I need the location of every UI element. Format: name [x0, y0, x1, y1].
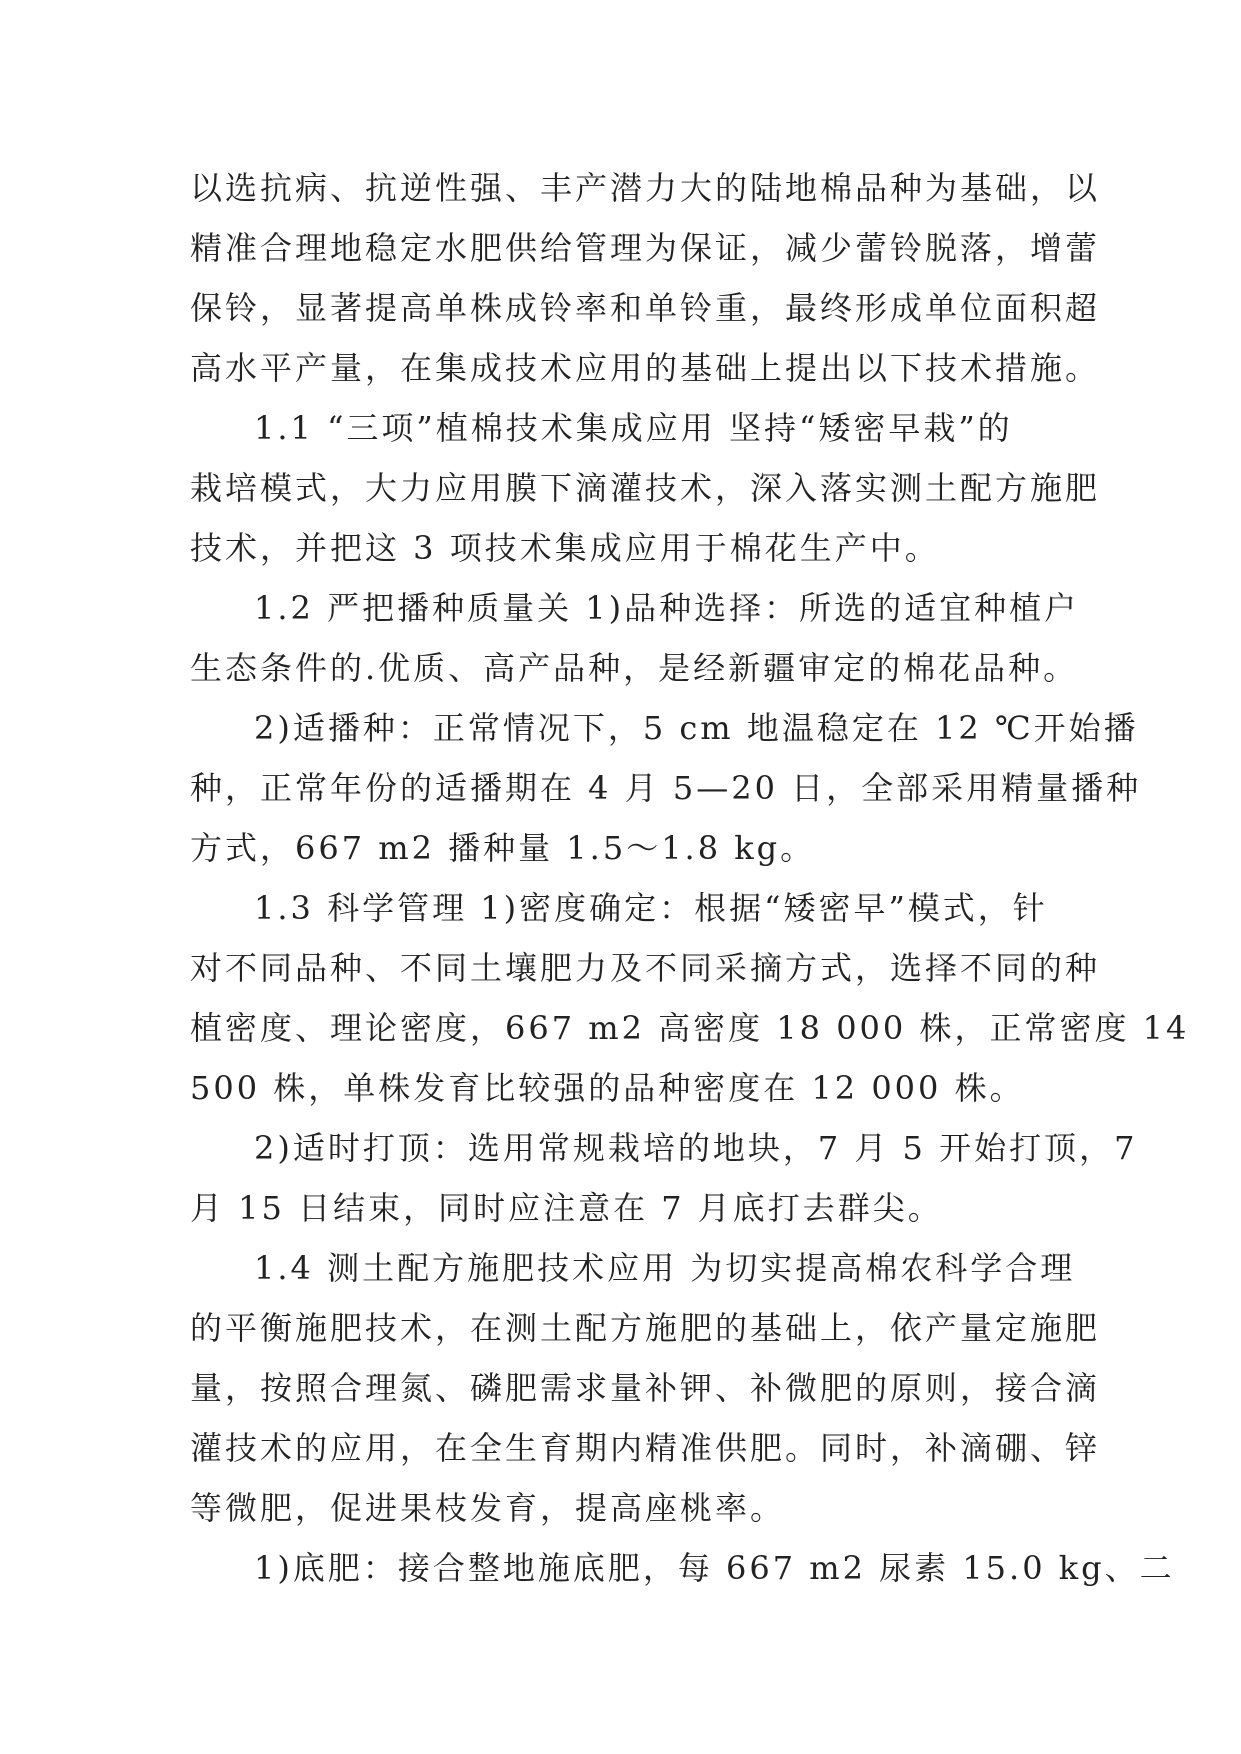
- text-line: 灌技术的应用，在全生育期内精准供肥。同时，补滴硼、锌: [190, 1429, 1101, 1467]
- text-line: 栽培模式，大力应用膜下滴灌技术，深入落实测土配方施肥: [190, 469, 1101, 507]
- text-line: 量，按照合理氮、磷肥需求量补钾、补微肥的原则，接合滴: [190, 1369, 1101, 1407]
- text-line: 等微肥，促进果枝发育，提高座桃率。: [190, 1489, 786, 1527]
- text-line: 以选抗病、抗逆性强、丰产潜力大的陆地棉品种为基础，以: [190, 169, 1101, 207]
- text-line: 植密度、理论密度，667 m2 高密度 18 000 株，正常密度 14: [190, 1009, 1190, 1047]
- section-heading-line: 1.1 “三项”植棉技术集成应用 坚持“矮密早栽”的: [254, 409, 1013, 447]
- text-line: 技术，并把这 3 项技术集成应用于棉花生产中。: [190, 529, 940, 567]
- section-heading-line: 1.3 科学管理 1)密度确定：根据“矮密早”模式，针: [254, 889, 1048, 927]
- paragraph-start-line: 2)适播种：正常情况下，5 cm 地温稳定在 12 ℃开始播: [254, 709, 1139, 747]
- section-heading-line: 1.2 严把播种质量关 1)品种选择：所选的适宜种植户: [254, 589, 1080, 627]
- text-line: 保铃，显著提高单株成铃率和单铃重，最终形成单位面积超: [190, 289, 1101, 327]
- text-line: 精准合理地稳定水肥供给管理为保证，减少蕾铃脱落，增蕾: [190, 229, 1101, 267]
- text-line: 月 15 日结束，同时应注意在 7 月底打去群尖。: [190, 1189, 943, 1227]
- section-heading-line: 1.4 测土配方施肥技术应用 为切实提高棉农科学合理: [254, 1249, 1076, 1287]
- text-line: 500 株，单株发育比较强的品种密度在 12 000 株。: [190, 1069, 1025, 1107]
- text-line: 高水平产量，在集成技术应用的基础上提出以下技术措施。: [190, 349, 1101, 387]
- text-line: 生态条件的.优质、高产品种，是经新疆审定的棉花品种。: [190, 649, 1079, 687]
- paragraph-start-line: 2)适时打顶：选用常规栽培的地块，7 月 5 开始打顶，7: [254, 1129, 1138, 1167]
- text-line: 对不同品种、不同土壤肥力及不同采摘方式，选择不同的种: [190, 949, 1101, 987]
- paragraph-start-line: 1)底肥：接合整地施底肥，每 667 m2 尿素 15.0 kg、二: [254, 1549, 1175, 1587]
- text-line: 的平衡施肥技术，在测土配方施肥的基础上，依产量定施肥: [190, 1309, 1101, 1347]
- text-line: 种，正常年份的适播期在 4 月 5—20 日，全部采用精量播种: [190, 769, 1142, 807]
- document-body: [190, 158, 1190, 1598]
- text-line: 方式，667 m2 播种量 1.5～1.8 kg。: [190, 829, 816, 867]
